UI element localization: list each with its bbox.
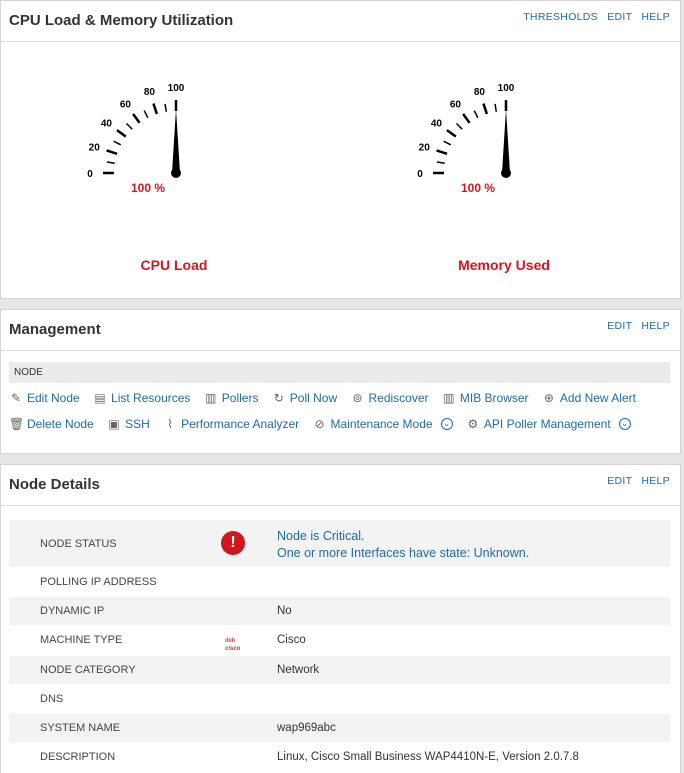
- node-status-detail[interactable]: One or more Interfaces have state: Unknown.: [277, 546, 530, 560]
- document-icon: ▤: [94, 391, 106, 405]
- help-link[interactable]: HELP: [641, 320, 670, 332]
- gauge-tick: [474, 111, 478, 118]
- row-value: Linux, Cisco Small Business WAP4410N-E, Version 2.0.7.8: [277, 751, 579, 763]
- gauge-tick: [153, 104, 156, 114]
- node-status-value[interactable]: Node is Critical.: [277, 529, 365, 543]
- list-resources-label: List Resources: [111, 391, 191, 405]
- node-status-row: [9, 520, 670, 568]
- performance-analyzer-button[interactable]: [163, 417, 299, 431]
- chevron-down-icon[interactable]: ⌄: [619, 418, 631, 430]
- trash-icon: 🗑: [9, 417, 25, 431]
- api-poller-management-label: API Poller Management: [483, 417, 611, 431]
- row-label: DNS: [40, 693, 64, 705]
- panel-header: [1, 1, 680, 42]
- pollers-label: Pollers: [221, 391, 259, 405]
- gauge-scale-label: 40: [100, 118, 112, 130]
- gauge-scale-label: 100: [167, 83, 185, 94]
- gauge-scale-label: 80: [473, 87, 485, 99]
- poll-now-label: Poll Now: [289, 391, 338, 405]
- gauge-tick: [127, 124, 133, 130]
- management-panel: [0, 309, 681, 454]
- node-details-panel: [0, 464, 681, 773]
- add-new-alert-label: Add New Alert: [559, 391, 636, 405]
- edit-link[interactable]: EDIT: [607, 475, 633, 487]
- memory-used-label: Memory Used: [458, 257, 550, 273]
- action-row-1: [9, 391, 646, 409]
- poll-now-button[interactable]: [272, 391, 337, 405]
- gauge-scale-label: 20: [418, 142, 430, 154]
- analyzer-icon: ⌇: [167, 417, 174, 431]
- pollers-icon: ▥: [205, 391, 217, 405]
- gauge-tick: [133, 114, 139, 123]
- delete-node-button[interactable]: [9, 417, 94, 431]
- dns-row: [9, 685, 670, 714]
- help-link[interactable]: HELP: [641, 11, 670, 23]
- mib-browser-button[interactable]: [442, 391, 529, 405]
- gauge-tick: [107, 162, 115, 163]
- gauge-tick: [114, 141, 121, 145]
- row-value: Cisco: [277, 634, 306, 646]
- gauge-tick: [483, 104, 486, 114]
- performance-analyzer-label: Performance Analyzer: [181, 417, 300, 431]
- rediscover-button[interactable]: [351, 391, 429, 405]
- delete-node-label: Delete Node: [27, 417, 94, 431]
- cpu-load-label: CPU Load: [140, 257, 208, 273]
- ssh-label: SSH: [125, 417, 150, 431]
- memory-used-gauge[interactable]: [406, 75, 546, 205]
- gauge-hub: [501, 168, 511, 178]
- row-value: No: [277, 605, 292, 617]
- maintenance-mode-label: Maintenance Mode: [330, 417, 433, 431]
- row-label: MACHINE TYPE: [40, 634, 123, 646]
- gauge-tick: [107, 150, 117, 153]
- description-row: [9, 743, 670, 772]
- terminal-icon: ▣: [108, 417, 120, 431]
- node-category-row: [9, 656, 670, 685]
- refresh-icon: ↻: [273, 391, 284, 405]
- panel-header: [1, 310, 680, 351]
- gauge-tick: [437, 162, 445, 163]
- gauge-value: 100 %: [130, 181, 166, 195]
- row-label: NODE CATEGORY: [40, 664, 136, 676]
- gauge-scale-label: 40: [430, 118, 442, 130]
- gauge-tick: [165, 104, 166, 112]
- edit-link[interactable]: EDIT: [607, 320, 633, 332]
- gauge-dial: [406, 75, 546, 205]
- row-value: Network: [277, 664, 320, 676]
- panel-title: Management: [9, 321, 101, 338]
- machine-type-row: [9, 626, 670, 656]
- cpu-load-gauge[interactable]: [76, 75, 216, 205]
- panel-header: [1, 465, 680, 506]
- gauge-scale-label: 0: [417, 169, 423, 180]
- maintenance-icon: ⊘: [314, 417, 325, 431]
- cisco-logo-icon: ılıılı cisco: [225, 638, 241, 652]
- gauge-hub: [171, 168, 181, 178]
- critical-status-icon: !: [221, 531, 245, 555]
- edit-link[interactable]: EDIT: [607, 11, 633, 23]
- gauge-tick: [495, 104, 496, 112]
- row-value: wap969abc: [277, 722, 336, 734]
- row-label: POLLING IP ADDRESS: [40, 576, 157, 588]
- row-label: NODE STATUS: [40, 538, 117, 550]
- gauge-dial: [76, 75, 216, 205]
- gauge-tick: [437, 150, 447, 153]
- gauge-scale-label: 20: [88, 142, 100, 154]
- maintenance-mode-button[interactable]: [313, 417, 453, 431]
- panel-links: [601, 475, 670, 487]
- panel-title: Node Details: [9, 476, 100, 493]
- panel-title: CPU Load & Memory Utilization: [9, 12, 234, 29]
- api-gear-icon: ⚙: [467, 417, 479, 431]
- dynamic-ip-row: [9, 597, 670, 626]
- polling-ip-row: [9, 568, 670, 597]
- gauge-tick: [144, 111, 148, 118]
- node-details-table: [9, 520, 670, 772]
- edit-node-label: Edit Node: [27, 391, 80, 405]
- rediscover-label: Rediscover: [368, 391, 429, 405]
- system-name-row: [9, 714, 670, 743]
- cpu-memory-panel: [0, 0, 681, 299]
- pencil-icon: ✎: [10, 391, 22, 405]
- gauge-tick: [457, 124, 463, 130]
- rediscover-icon: ⊚: [352, 391, 363, 405]
- add-new-alert-button[interactable]: [542, 391, 636, 405]
- chevron-down-icon[interactable]: ⌄: [441, 418, 453, 430]
- gauge-scale-label: 80: [143, 87, 155, 99]
- help-link[interactable]: HELP: [641, 475, 670, 487]
- edit-node-button[interactable]: [9, 391, 80, 405]
- row-label: SYSTEM NAME: [40, 722, 121, 734]
- row-label: DYNAMIC IP: [40, 605, 105, 617]
- api-poller-management-button[interactable]: [466, 417, 631, 431]
- gauge-needle: [172, 109, 180, 173]
- mib-browser-label: MIB Browser: [459, 391, 529, 405]
- gauge-needle: [502, 109, 510, 173]
- action-row-2: [9, 417, 641, 435]
- node-section-header: [9, 362, 670, 383]
- gauge-tick: [117, 130, 126, 136]
- plus-circle-icon: ⊕: [543, 391, 554, 405]
- gauge-scale-label: 60: [119, 99, 132, 111]
- gauge-scale-label: 100: [497, 83, 515, 94]
- gauge-tick: [447, 130, 456, 136]
- gauge-scale-label: 0: [87, 169, 93, 180]
- thresholds-link[interactable]: THRESHOLDS: [523, 11, 598, 23]
- ssh-button[interactable]: [107, 417, 150, 431]
- pollers-button[interactable]: [204, 391, 259, 405]
- list-resources-button[interactable]: [93, 391, 190, 405]
- mib-icon: ▥: [443, 391, 455, 405]
- row-label: DESCRIPTION: [40, 751, 116, 763]
- gauge-value: 100 %: [460, 181, 496, 195]
- gauge-scale-label: 60: [449, 99, 462, 111]
- panel-links: [517, 11, 670, 23]
- gauge-tick: [463, 114, 469, 123]
- node-section-label: NODE: [14, 367, 43, 378]
- panel-links: [601, 320, 670, 332]
- gauge-tick: [444, 141, 451, 145]
